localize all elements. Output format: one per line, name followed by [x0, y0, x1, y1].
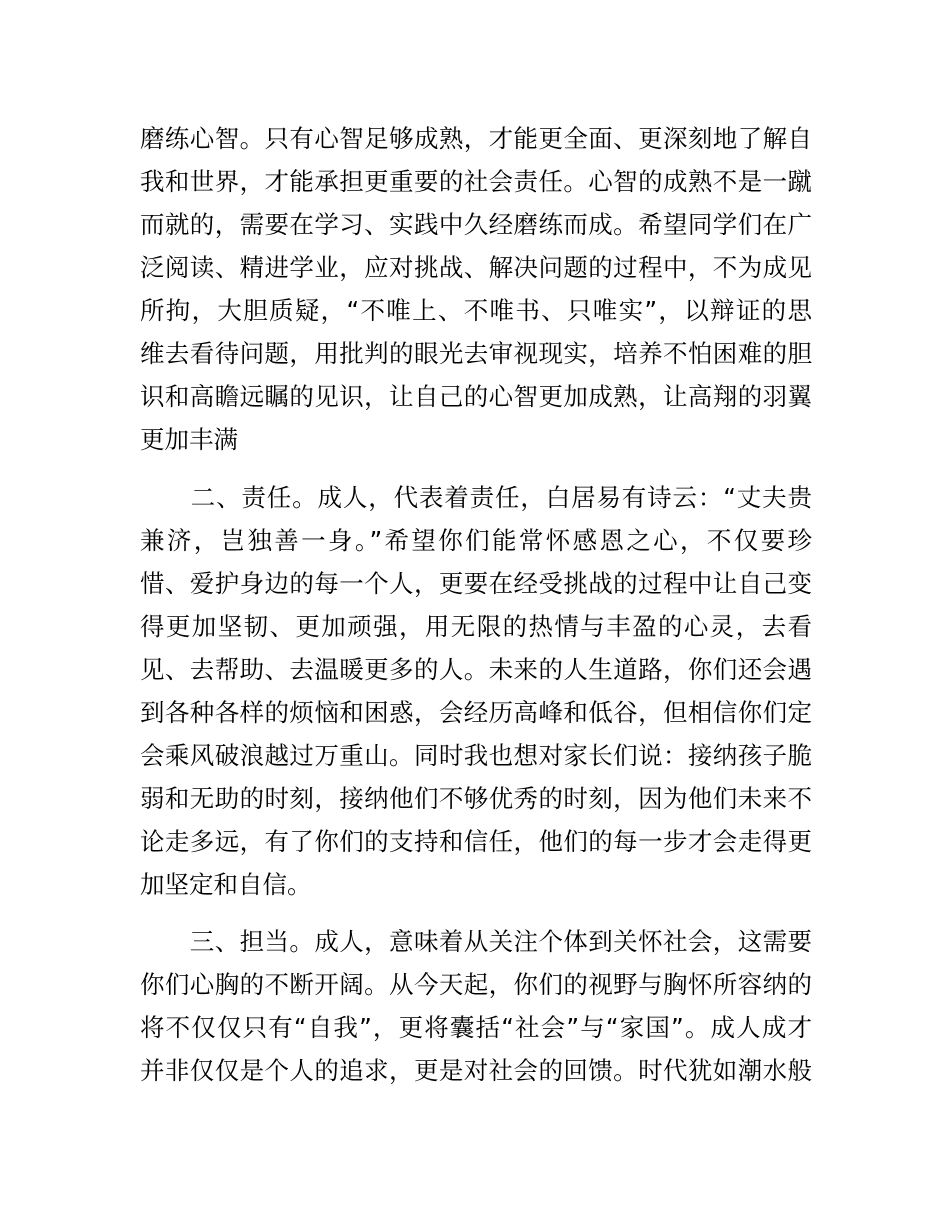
text-line: 见、去帮助、去温暖更多的人。未来的人生道路，你们还会遇	[140, 655, 812, 684]
text-line: 并非仅仅是个人的追求，更是对社会的回馈。时代犹如潮水般	[140, 1056, 812, 1085]
text-line: 兼济，岂独善一身。”希望你们能常怀感恩之心，不仅要珍	[140, 526, 812, 555]
paragraph-responsibility	[140, 476, 812, 906]
text-line: 得更加坚韧、更加顽强，用无限的热情与丰盈的心灵，去看	[140, 612, 812, 641]
text-line: 而就的，需要在学习、实践中久经磨练而成。希望同学们在广	[140, 210, 812, 239]
text-line: 将不仅仅只有“自我”，更将囊括“社会”与“家国”。成人成才	[140, 1013, 812, 1042]
text-line: 弱和无助的时刻，接纳他们不够优秀的时刻，因为他们未来不	[140, 784, 812, 813]
text-line: 论走多远，有了你们的支持和信任，他们的每一步才会走得更	[140, 827, 812, 856]
text-line: 识和高瞻远瞩的见识，让自己的心智更加成熟，让高翔的羽翼	[140, 382, 812, 411]
paragraph-mind	[140, 117, 812, 461]
text-line: 更加丰满	[140, 425, 238, 454]
text-line: 加坚定和自信。	[140, 870, 312, 899]
text-line: 泛阅读、精进学业，应对挑战、解决问题的过程中，不为成见	[140, 253, 812, 282]
text-line: 维去看待问题，用批判的眼光去审视现实，培养不怕困难的胆	[140, 339, 812, 368]
paragraph-commitment	[140, 920, 812, 1092]
text-line: 会乘风破浪越过万重山。同时我也想对家长们说：接纳孩子脆	[140, 741, 812, 770]
text-line: 到各种各样的烦恼和困惑，会经历高峰和低谷，但相信你们定	[140, 698, 812, 727]
text-line: 三、担当。成人，意味着从关注个体到关怀社会，这需要	[140, 927, 812, 956]
text-line: 我和世界，才能承担更重要的社会责任。心智的成熟不是一蹴	[140, 167, 812, 196]
text-line: 二、责任。成人，代表着责任，白居易有诗云：“丈夫贵	[140, 483, 812, 512]
text-line: 惜、爱护身边的每一个人，更要在经受挑战的过程中让自己变	[140, 569, 812, 598]
text-line: 你们心胸的不断开阔。从今天起，你们的视野与胸怀所容纳的	[140, 970, 812, 999]
text-line: 磨练心智。只有心智足够成熟，才能更全面、更深刻地了解自	[140, 124, 812, 153]
text-line: 所拘，大胆质疑，“不唯上、不唯书、只唯实”，以辩证的思	[140, 296, 812, 325]
